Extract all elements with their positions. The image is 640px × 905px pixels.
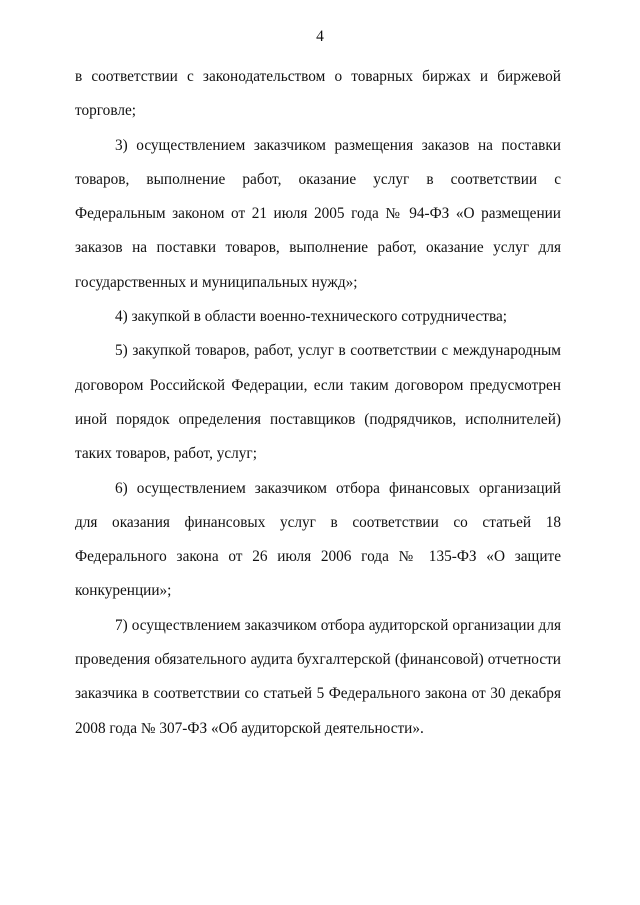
paragraph-item-4: 4) закупкой в области военно-технического сотрудничества; — [115, 308, 508, 326]
paragraph-item-3: 3) осуществлением заказчиком размещения заказов на поставки товаров, выполнение работ, оказание услуг в соответствии с Федеральным законом от 21 июля 2005 года № 94-ФЗ «О размещении заказов на поставки товаров, выполнение работ, оказание услуг для государственных и муниципальных нужд»; — [75, 136, 561, 291]
paragraph-item-6: 6) осуществлением заказчиком отбора финансовых организаций для оказания финансовых услуг в соответствии со статьей 18 Федерального закона от 26 июля 2006 года № 135-ФЗ «О защите конкуренции»; — [75, 479, 561, 600]
document-body — [75, 60, 561, 746]
page-number: 4 — [316, 28, 324, 45]
paragraph-item-7: 7) осуществлением заказчиком отбора аудиторской организации для проведения обязательного аудита бухгалтерской (финансовой) отчетности заказчика в соответствии со статьей 5 Федерального закона от 30 декабря 2008 года № 307-ФЗ «Об аудиторской деятельности». — [75, 616, 561, 737]
paragraph-continuation: в соответствии с законодательством о товарных биржах и биржевой торговле; — [75, 68, 561, 120]
paragraph-item-5: 5) закупкой товаров, работ, услуг в соответствии с международным договором Российской Федерации, если таким договором предусмотрен иной порядок определения поставщиков (подрядчиков, исполнителей) таких товаров, работ, услуг; — [75, 342, 561, 463]
